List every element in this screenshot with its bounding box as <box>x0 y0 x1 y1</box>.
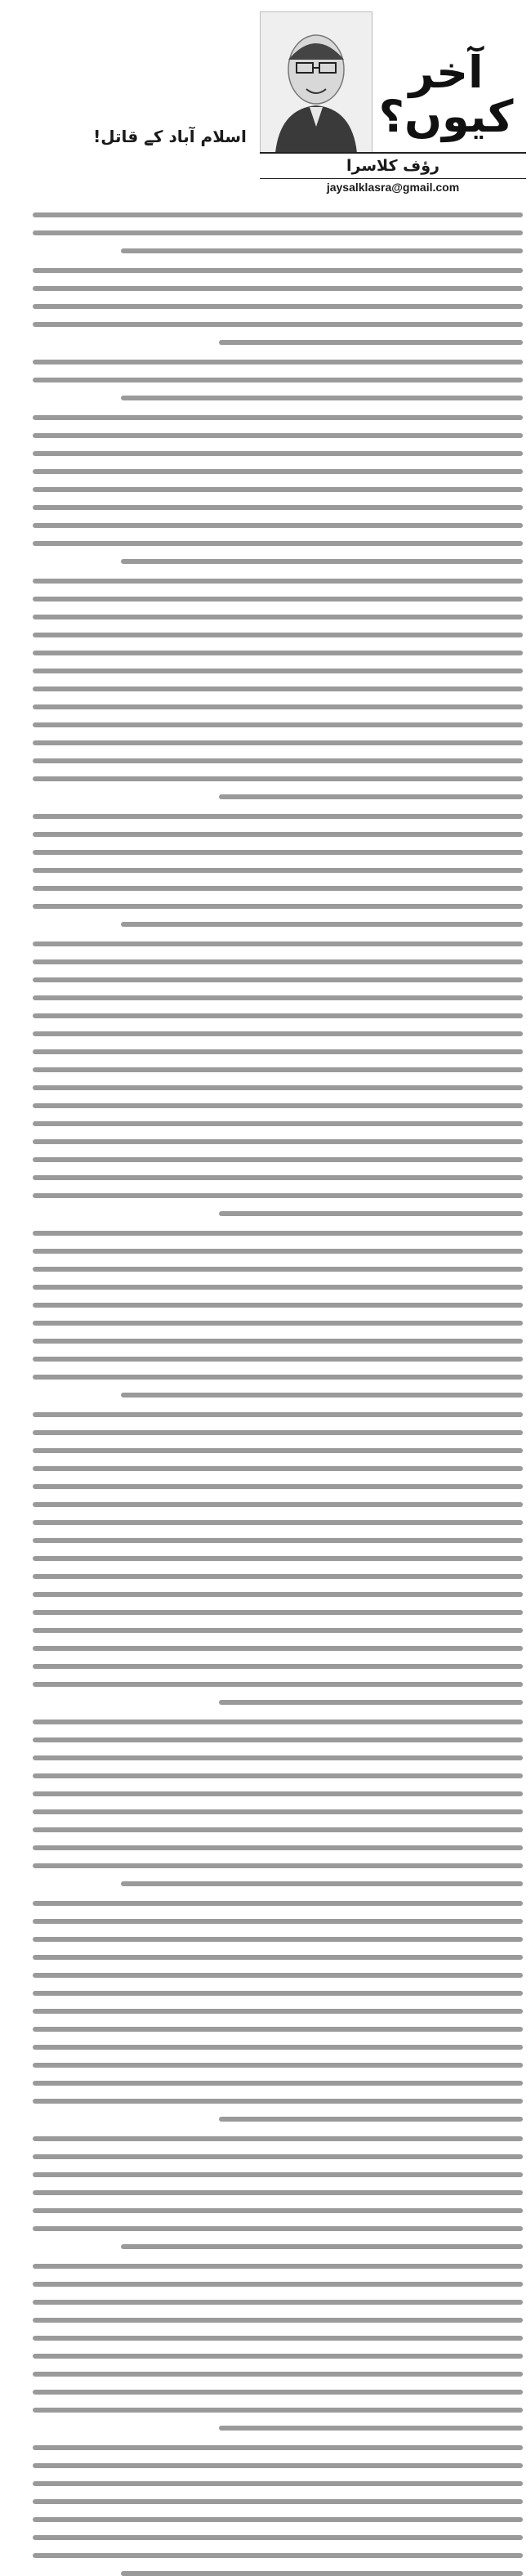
text-line <box>33 2372 523 2377</box>
text-line <box>33 722 523 727</box>
text-line <box>33 995 523 1000</box>
text-line <box>219 1700 523 1705</box>
text-line <box>33 2354 523 2359</box>
text-line <box>33 1720 523 1724</box>
text-line <box>33 669 523 673</box>
text-line <box>33 904 523 909</box>
text-line <box>33 1610 523 1615</box>
text-line <box>33 776 523 781</box>
paragraph <box>33 941 523 1216</box>
text-line <box>219 794 523 799</box>
article-title: اسلام آباد کے قاتل! <box>93 127 247 146</box>
text-line <box>33 1991 523 1996</box>
text-line <box>33 1592 523 1597</box>
paragraph <box>33 579 523 799</box>
text-line <box>33 230 523 235</box>
author-email: jaysalklasra@gmail.com <box>326 181 460 194</box>
text-line <box>33 1448 523 1453</box>
text-line <box>33 2445 523 2450</box>
text-line <box>33 378 523 382</box>
text-line <box>33 1863 523 1868</box>
column-title: آخر کیوں؟ <box>378 47 514 142</box>
paragraph <box>33 2136 523 2249</box>
paragraph <box>33 1231 523 1398</box>
text-line <box>33 941 523 946</box>
text-line <box>121 2244 523 2249</box>
text-line <box>33 1285 523 1290</box>
text-line <box>33 1520 523 1525</box>
text-line <box>33 1321 523 1326</box>
text-line <box>33 2408 523 2413</box>
text-line <box>33 2099 523 2104</box>
text-line <box>33 2499 523 2504</box>
text-line <box>33 2081 523 2086</box>
text-line <box>33 2264 523 2269</box>
text-line <box>33 1502 523 1507</box>
paragraph <box>33 212 523 253</box>
text-line <box>33 1538 523 1543</box>
text-line <box>33 2318 523 2323</box>
text-line <box>33 1430 523 1435</box>
text-line <box>33 579 523 584</box>
text-line <box>33 1628 523 1633</box>
text-line <box>33 1139 523 1144</box>
text-line <box>33 633 523 637</box>
text-line <box>33 1357 523 1362</box>
text-line <box>33 2282 523 2287</box>
text-line <box>33 1955 523 1960</box>
text-line <box>33 2535 523 2540</box>
author-name: رؤف کلاسرا <box>260 152 526 179</box>
text-line <box>33 212 523 217</box>
text-line <box>33 1249 523 1254</box>
text-line <box>33 1157 523 1162</box>
text-line <box>121 2571 523 2576</box>
text-line <box>33 1845 523 1850</box>
text-line <box>33 1556 523 1561</box>
text-line <box>33 1013 523 1018</box>
text-line <box>33 1103 523 1108</box>
text-line <box>33 740 523 745</box>
text-line <box>33 2553 523 2558</box>
text-line <box>33 1267 523 1272</box>
text-line <box>33 433 523 438</box>
text-line <box>33 886 523 891</box>
text-line <box>33 1809 523 1814</box>
text-line <box>33 2336 523 2341</box>
paragraph <box>33 268 523 345</box>
text-line <box>121 1393 523 1398</box>
text-line <box>33 2226 523 2231</box>
text-line <box>33 1755 523 1760</box>
text-line <box>33 360 523 364</box>
text-line <box>121 1881 523 1886</box>
text-line <box>33 1067 523 1072</box>
text-line <box>33 2481 523 2486</box>
text-line <box>33 1737 523 1742</box>
text-line <box>33 615 523 619</box>
text-line <box>33 2009 523 2014</box>
text-line <box>121 922 523 927</box>
text-line <box>33 2154 523 2159</box>
text-line <box>33 1773 523 1778</box>
text-line <box>33 1919 523 1924</box>
paragraph <box>33 360 523 400</box>
text-line <box>33 322 523 327</box>
text-line <box>33 1466 523 1471</box>
text-line <box>33 1339 523 1344</box>
text-line <box>33 2463 523 2468</box>
text-line <box>33 2190 523 2195</box>
text-line <box>33 1085 523 1090</box>
text-line <box>33 2172 523 2177</box>
text-line <box>33 2045 523 2050</box>
text-line <box>33 541 523 546</box>
text-line <box>33 597 523 602</box>
text-line <box>33 959 523 964</box>
text-line <box>33 1937 523 1942</box>
text-line <box>33 1121 523 1126</box>
text-line <box>33 832 523 837</box>
text-line <box>33 1303 523 1308</box>
text-line <box>219 1211 523 1216</box>
text-line <box>33 2063 523 2068</box>
text-line <box>33 268 523 273</box>
paragraph <box>33 415 523 564</box>
text-line <box>33 505 523 510</box>
text-line <box>121 559 523 564</box>
text-line <box>33 2027 523 2032</box>
text-line <box>33 487 523 492</box>
text-line <box>33 1664 523 1669</box>
text-line <box>33 2300 523 2305</box>
text-line <box>33 1031 523 1036</box>
text-line <box>33 2208 523 2213</box>
text-line <box>33 704 523 709</box>
text-line <box>33 415 523 420</box>
text-line <box>33 2390 523 2395</box>
author-portrait <box>260 11 373 154</box>
text-line <box>33 451 523 456</box>
text-line <box>33 1791 523 1796</box>
text-line <box>33 1574 523 1579</box>
text-line <box>33 469 523 474</box>
text-line <box>121 396 523 400</box>
text-line <box>33 304 523 309</box>
text-line <box>33 523 523 528</box>
text-line <box>33 286 523 291</box>
text-line <box>33 977 523 982</box>
text-line <box>33 1375 523 1380</box>
text-line <box>33 686 523 691</box>
text-line <box>33 1682 523 1687</box>
text-line <box>121 248 523 253</box>
text-line <box>33 1973 523 1978</box>
text-line <box>33 1231 523 1236</box>
text-line <box>33 1412 523 1417</box>
text-line <box>33 850 523 855</box>
text-line <box>33 758 523 763</box>
text-line <box>219 2426 523 2431</box>
text-line <box>33 1193 523 1198</box>
text-line <box>33 1901 523 1906</box>
text-line <box>33 2517 523 2522</box>
text-line <box>33 1484 523 1489</box>
paragraph <box>33 1901 523 2122</box>
paragraph <box>33 2264 523 2431</box>
paragraph <box>33 814 523 927</box>
text-line <box>33 1827 523 1832</box>
paragraph <box>33 2445 523 2576</box>
article-body <box>33 212 523 2256</box>
text-line <box>33 2136 523 2141</box>
text-line <box>219 2117 523 2122</box>
text-line <box>33 1646 523 1651</box>
text-line <box>33 868 523 873</box>
paragraph <box>33 1720 523 1886</box>
paragraph <box>33 1412 523 1705</box>
text-line <box>33 651 523 655</box>
text-line <box>33 1175 523 1180</box>
text-line <box>33 1049 523 1054</box>
text-line <box>219 340 523 345</box>
text-line <box>33 814 523 819</box>
